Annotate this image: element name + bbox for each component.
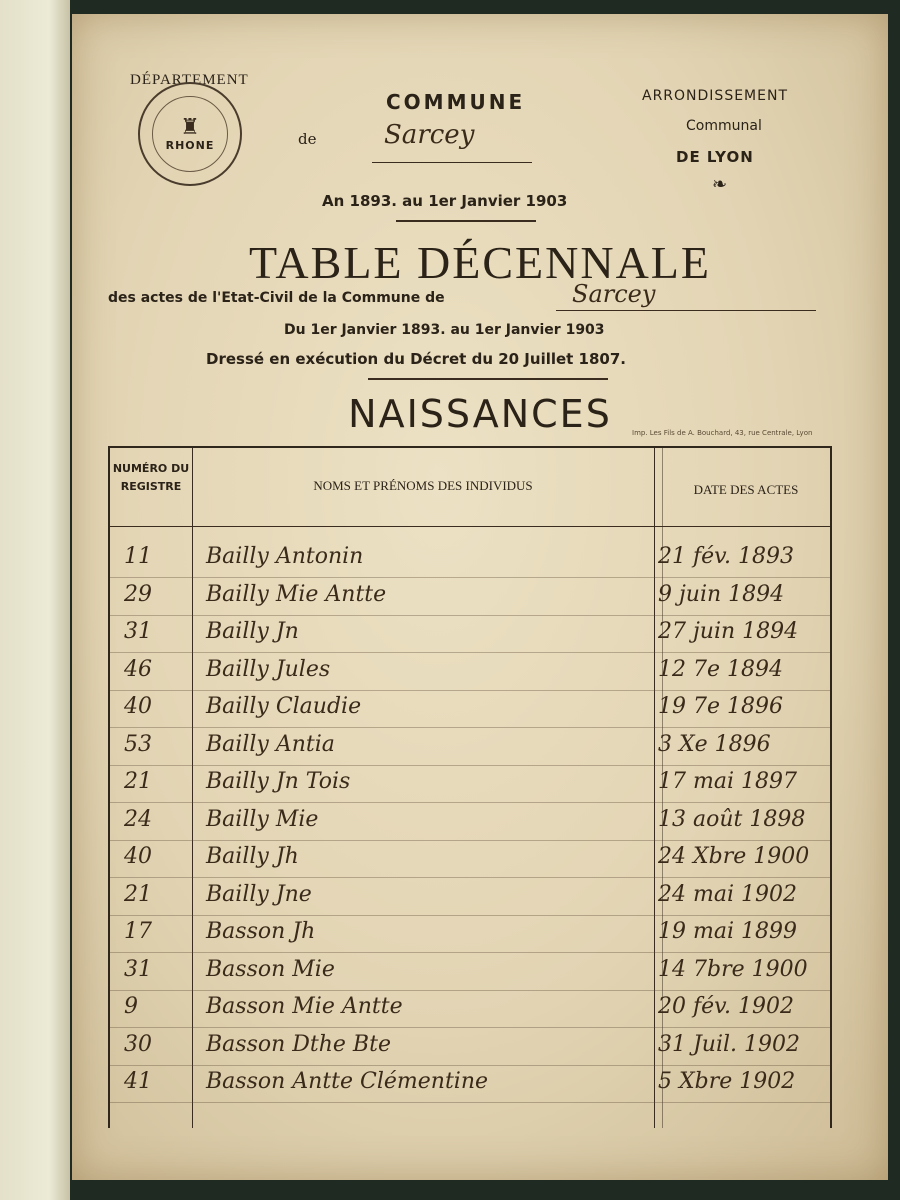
section-title: NAISSANCES [348, 392, 612, 436]
register-number: 53 [124, 731, 152, 757]
act-date: 13 août 1898 [658, 806, 806, 832]
printer-note: Imp. Les Fils de A. Bouchard, 43, rue Centrale, Lyon [632, 429, 813, 437]
table-row [110, 765, 830, 803]
individual-name: Bailly Jules [206, 656, 331, 682]
act-date: 3 Xe 1896 [658, 731, 771, 757]
register-number: 40 [124, 844, 152, 869]
liberty-figure-icon: ♜ [180, 114, 200, 140]
act-date: 19 mai 1899 [658, 919, 797, 944]
register-number: 30 [124, 1031, 152, 1057]
act-date: 31 Juil. 1902 [658, 1031, 801, 1057]
register-number: 21 [124, 769, 152, 794]
individual-name: Bailly Jn [206, 619, 299, 644]
commune-label: COMMUNE [386, 90, 526, 114]
act-date: 5 Xbre 1902 [658, 1069, 796, 1094]
individual-name: Basson Jh [206, 919, 316, 944]
commune-name-handwritten: Sarcey [384, 120, 475, 150]
act-date: 19 7e 1896 [658, 694, 783, 719]
table-row [110, 728, 830, 766]
register-table [108, 446, 832, 1128]
page-title: TABLE DÉCENNALE [249, 237, 711, 288]
table-row [110, 953, 830, 991]
title-divider [368, 378, 608, 380]
subtitle-prefix: des actes de l'Etat-Civil de la Commune de [108, 290, 445, 306]
table-row [110, 653, 830, 691]
individual-name: Basson Mie Antte [206, 994, 403, 1019]
individual-name: Bailly Mie Antte [206, 581, 387, 607]
commune-de: de [298, 130, 317, 148]
act-date: 24 Xbre 1900 [658, 844, 810, 869]
seal-stamp [138, 82, 242, 186]
individual-name: Bailly Antonin [206, 544, 364, 569]
table-row [110, 915, 830, 953]
table-row [110, 990, 830, 1028]
period-line: An 1893. au 1er Janvier 1903 [322, 192, 568, 210]
communal-label: Communal [686, 118, 762, 134]
col-header-date: DATE DES ACTES [693, 482, 799, 497]
table-row [110, 540, 830, 578]
book-left-page [0, 0, 70, 1200]
individual-name: Bailly Claudie [206, 694, 362, 719]
register-number: 11 [124, 544, 152, 569]
commune-underline [372, 162, 532, 163]
act-date: 21 fév. 1893 [658, 544, 794, 569]
individual-name: Bailly Mie [206, 806, 319, 832]
register-number: 24 [124, 806, 152, 832]
act-date: 9 juin 1894 [658, 581, 785, 607]
act-date: 12 7e 1894 [658, 656, 783, 682]
act-date: 24 mai 1902 [658, 881, 797, 907]
register-number: 40 [124, 694, 152, 719]
register-number: 31 [124, 619, 152, 644]
dates-line: Du 1er Janvier 1893. au 1er Janvier 1903 [284, 322, 605, 338]
individual-name: Bailly Jne [206, 881, 312, 907]
departement-label: DÉPARTEMENT [130, 72, 249, 88]
subtitle-underline [556, 310, 816, 311]
table-row [110, 803, 830, 841]
register-number: 9 [124, 994, 138, 1019]
table-row [110, 1028, 830, 1066]
subtitle-commune-handwritten: Sarcey [572, 280, 656, 308]
table-row [110, 878, 830, 916]
table-row [110, 578, 830, 616]
col-header-noms: NOMS ET PRÉNOMS DES INDIVIDUS [313, 478, 533, 493]
act-date: 27 juin 1894 [658, 619, 799, 644]
individual-name: Basson Mie [206, 956, 335, 982]
act-date: 14 7bre 1900 [658, 956, 808, 982]
register-number: 17 [124, 919, 152, 944]
de-lyon-label: DE LYON [676, 148, 754, 166]
individual-name: Basson Dthe Bte [206, 1031, 391, 1057]
register-number: 41 [124, 1069, 152, 1094]
arrondissement-label: ARRONDISSEMENT [642, 88, 789, 104]
header-divider [396, 220, 536, 222]
ornament-icon: ❧ [712, 174, 728, 195]
table-row [110, 840, 830, 878]
seal-text: RHONE [165, 138, 215, 152]
act-date: 17 mai 1897 [658, 769, 797, 794]
col-header-numero: NUMÉRO DU REGISTRE [112, 462, 190, 493]
register-number: 31 [124, 956, 152, 982]
register-number: 29 [124, 581, 152, 607]
header-divider-line [110, 526, 830, 527]
act-date: 20 fév. 1902 [658, 994, 794, 1019]
register-page [72, 14, 888, 1180]
individual-name: Basson Antte Clémentine [206, 1069, 489, 1094]
individual-name: Bailly Jn Tois [206, 769, 351, 794]
table-row [110, 690, 830, 728]
register-number: 46 [124, 656, 152, 682]
individual-name: Bailly Antia [206, 731, 335, 757]
table-row [110, 1065, 830, 1103]
table-row [110, 615, 830, 653]
individual-name: Bailly Jh [206, 844, 299, 869]
register-number: 21 [124, 881, 152, 907]
decree-line: Dressé en exécution du Décret du 20 Juillet 1807. [206, 350, 627, 368]
